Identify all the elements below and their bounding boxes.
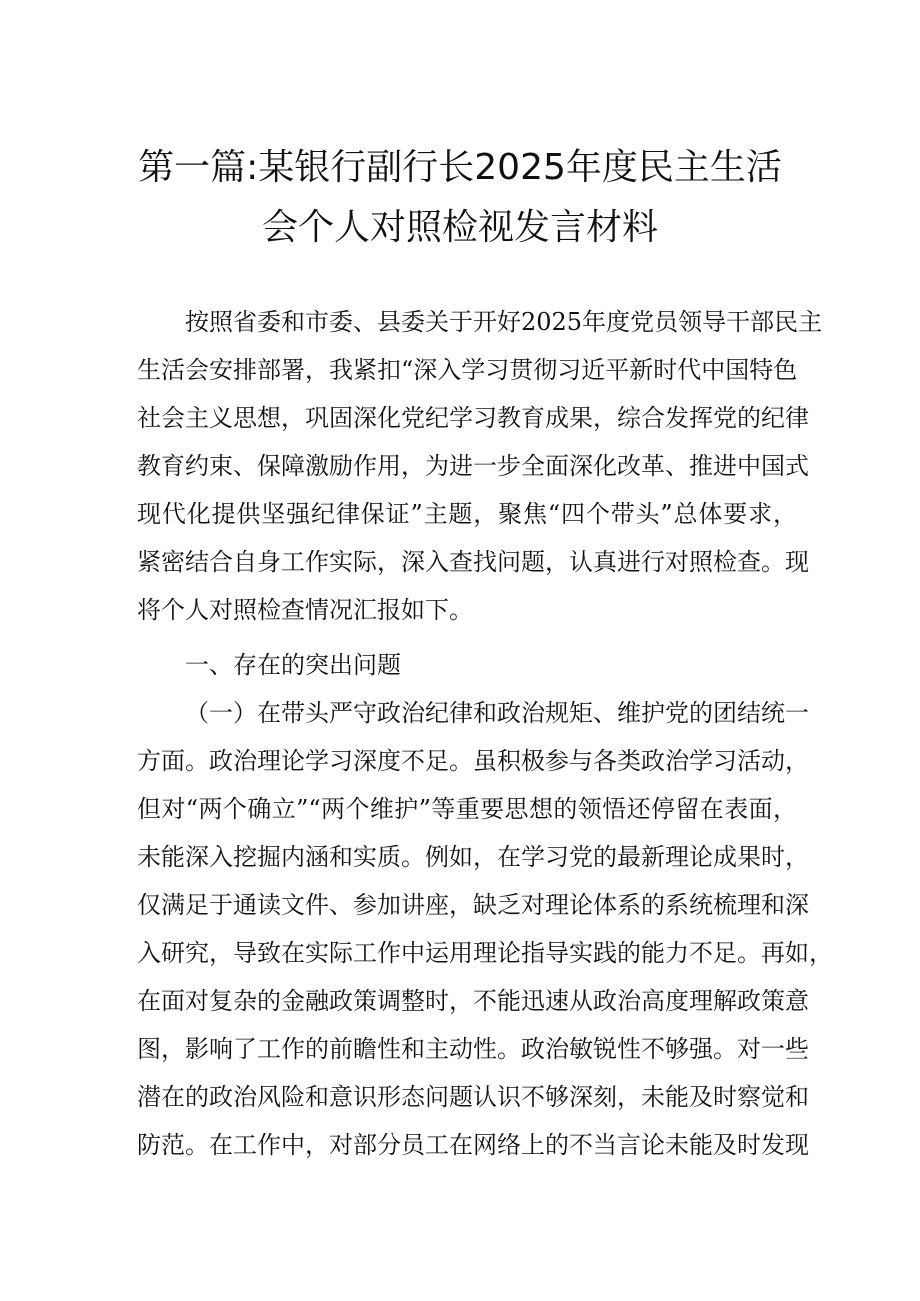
- paragraph-line: 未能深入挖掘内涵和实质。例如，在学习党的最新理论成果时，: [137, 843, 809, 871]
- paragraph-line: 社会主义思想，巩固深化党纪学习教育成果，综合发挥党的纪律: [137, 404, 809, 432]
- paragraph-line: 方面。政治理论学习深度不足。虽积极参与各类政治学习活动，: [137, 747, 809, 775]
- paragraph-line: 仅满足于通读文件、参加讲座，缺乏对理论体系的系统梳理和深: [137, 891, 809, 919]
- paragraph-line: 现代化提供坚强纪律保证”主题，聚焦“四个带头”总体要求，: [137, 500, 797, 528]
- paragraph-line: 潜在的政治风险和意识形态问题认识不够深刻，未能及时察觉和: [137, 1083, 809, 1111]
- paragraph-line: （一）在带头严守政治纪律和政治规矩、维护党的团结统一: [185, 699, 809, 727]
- paragraph-line: 在面对复杂的金融政策调整时，不能迅速从政治高度理解政策意: [137, 987, 809, 1015]
- paragraph-line: 按照省委和市委、县委关于开好2025年度党员领导干部民主: [185, 308, 823, 336]
- paragraph-line: 但对“两个确立”“两个维护”等重要思想的领悟还停留在表面，: [137, 795, 797, 823]
- document-title-line-2: 会个人对照检视发言材料: [261, 207, 658, 248]
- document-title-line-1: 第一篇:某银行副行长2025年度民主生活: [138, 147, 782, 188]
- paragraph-line: 入研究，导致在实际工作中运用理论指导实践的能力不足。再如，: [137, 939, 833, 967]
- intro-paragraph: [137, 298, 823, 634]
- paragraph-line: 教育约束、保障激励作用，为进一步全面深化改革、推进中国式: [137, 452, 809, 480]
- section-paragraph: [137, 689, 833, 1169]
- paragraph-line: 防范。在工作中，对部分员工在网络上的不当言论未能及时发现: [137, 1131, 809, 1159]
- paragraph-line: 图，影响了工作的前瞻性和主动性。政治敏锐性不够强。对一些: [137, 1035, 809, 1063]
- paragraph-line: 紧密结合自身工作实际，深入查找问题，认真进行对照检查。现: [137, 548, 809, 576]
- section-heading: 一、存在的突出问题: [185, 651, 401, 679]
- paragraph-line: 生活会安排部署，我紧扣“深入学习贯彻习近平新时代中国特色: [137, 356, 798, 384]
- paragraph-line: 将个人对照检查情况汇报如下。: [137, 596, 473, 624]
